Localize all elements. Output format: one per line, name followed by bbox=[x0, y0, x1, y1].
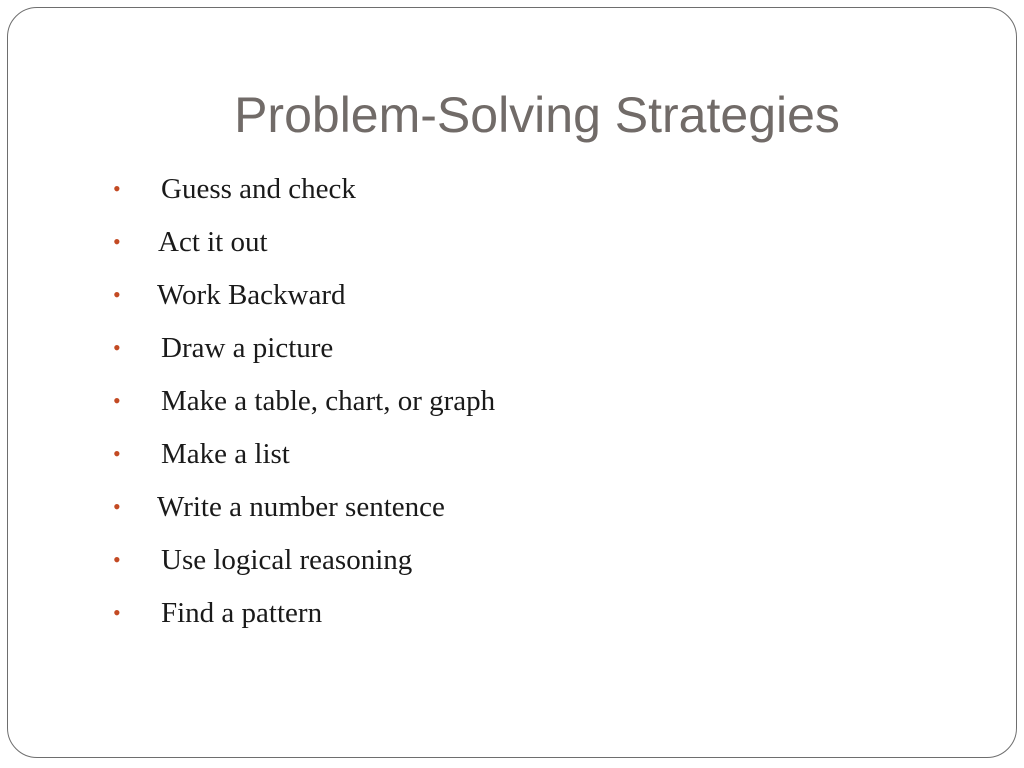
bullet-dot-icon: • bbox=[113, 494, 121, 519]
list-item bbox=[0, 487, 700, 527]
list-item-label: Make a table, chart, or graph bbox=[161, 385, 496, 417]
list-item-label: Write a number sentence bbox=[157, 491, 445, 523]
list-item-label: Make a list bbox=[161, 438, 290, 470]
list-item-label: Guess and check bbox=[161, 173, 356, 205]
list-item-label: Act it out bbox=[158, 226, 268, 258]
bullet-dot-icon: • bbox=[113, 229, 121, 254]
list-item-label: Work Backward bbox=[157, 279, 346, 311]
bullet-dot-icon: • bbox=[113, 176, 121, 201]
list-item bbox=[0, 381, 700, 421]
bullet-dot-icon: • bbox=[113, 547, 121, 572]
bullet-dot-icon: • bbox=[113, 282, 121, 307]
list-item-label: Draw a picture bbox=[161, 332, 334, 364]
bullet-dot-icon: • bbox=[113, 600, 121, 625]
list-item bbox=[0, 275, 700, 315]
list-item-label: Find a pattern bbox=[161, 597, 323, 629]
list-item bbox=[0, 540, 700, 580]
list-item bbox=[0, 222, 700, 262]
list-item-label: Use logical reasoning bbox=[161, 544, 413, 576]
list-item bbox=[0, 169, 700, 209]
slide-title: Problem-Solving Strategies bbox=[234, 87, 840, 143]
list-item bbox=[0, 593, 700, 633]
bullet-dot-icon: • bbox=[113, 388, 121, 413]
list-item bbox=[0, 434, 700, 474]
bullet-dot-icon: • bbox=[113, 335, 121, 360]
bullet-dot-icon: • bbox=[113, 441, 121, 466]
list-item bbox=[0, 328, 700, 368]
